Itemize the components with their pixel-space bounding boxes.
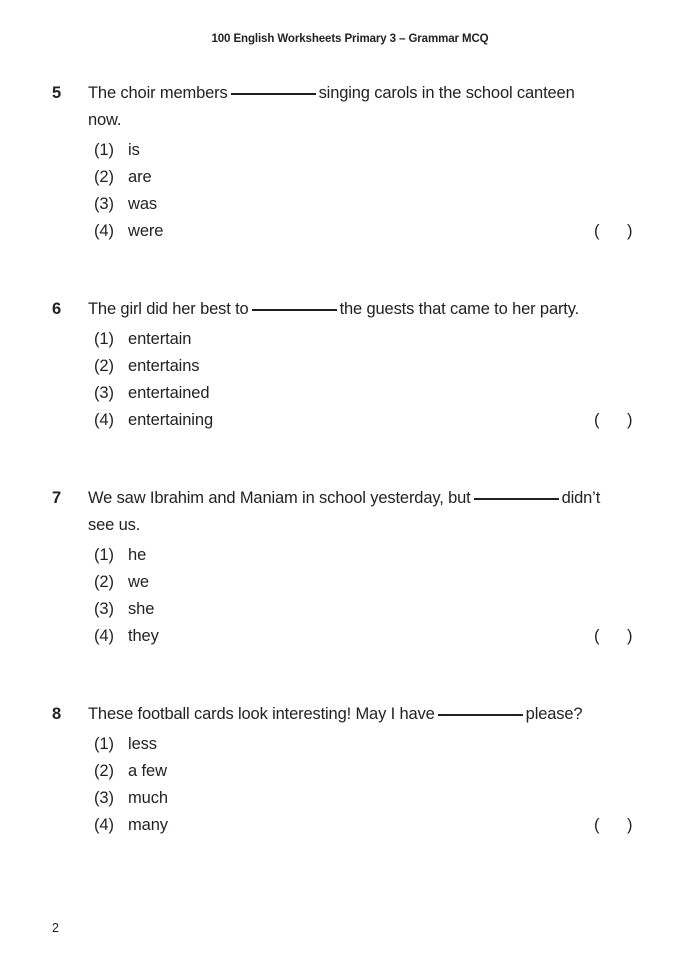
stem-text-before-blank: These football cards look interesting! May I have <box>88 705 435 723</box>
option-label: (2) <box>94 762 114 780</box>
stem-text-after-blank: please? <box>525 705 583 723</box>
question-stem <box>88 296 608 323</box>
option-text: was <box>128 195 158 213</box>
stem-text-after-blank: the guests that came to her party. <box>339 300 580 318</box>
option-text: entertained <box>128 384 210 402</box>
answer-blank-line[interactable] <box>474 498 559 500</box>
option-text: entertains <box>128 357 200 375</box>
option-label: (1) <box>94 141 114 159</box>
answer-bracket[interactable]: ( ) <box>594 222 633 240</box>
option-list <box>94 137 655 245</box>
stem-text-after-blank: singing carols in the school canteen now. <box>88 84 575 129</box>
option-text: is <box>128 141 140 159</box>
option-list <box>94 542 655 650</box>
option-row[interactable] <box>94 569 655 596</box>
question-number: 6 <box>52 300 62 318</box>
question-number: 7 <box>52 489 62 507</box>
option-row[interactable] <box>94 785 655 812</box>
option-label: (2) <box>94 168 114 186</box>
option-label: (2) <box>94 573 114 591</box>
page-number: 2 <box>52 921 59 935</box>
question-stem <box>88 80 608 134</box>
option-label: (1) <box>94 735 114 753</box>
option-row[interactable] <box>94 191 655 218</box>
option-row[interactable] <box>94 758 655 785</box>
answer-bracket[interactable]: ( ) <box>594 627 633 645</box>
option-text: were <box>128 222 164 240</box>
question-block <box>0 485 700 650</box>
option-text: he <box>128 546 147 564</box>
option-row[interactable] <box>94 353 655 380</box>
option-label: (3) <box>94 600 114 618</box>
question-number: 8 <box>52 705 62 723</box>
option-row[interactable] <box>94 407 655 434</box>
option-row[interactable] <box>94 623 655 650</box>
option-row[interactable] <box>94 164 655 191</box>
option-list <box>94 731 655 839</box>
option-label: (3) <box>94 789 114 807</box>
stem-text-after-blank: didn’t see us. <box>88 489 601 534</box>
question-stem <box>88 485 608 539</box>
answer-blank-line[interactable] <box>252 309 337 311</box>
option-label: (3) <box>94 384 114 402</box>
question-stem <box>88 701 608 728</box>
option-row[interactable] <box>94 731 655 758</box>
option-label: (2) <box>94 357 114 375</box>
stem-text-before-blank: We saw Ibrahim and Maniam in school yesterday, but <box>88 489 471 507</box>
option-list <box>94 326 655 434</box>
option-row[interactable] <box>94 812 655 839</box>
option-text: many <box>128 816 168 834</box>
answer-bracket[interactable]: ( ) <box>594 411 633 429</box>
option-row[interactable] <box>94 596 655 623</box>
question-block <box>0 80 700 245</box>
question-block <box>0 296 700 434</box>
option-row[interactable] <box>94 542 655 569</box>
option-text: she <box>128 600 155 618</box>
option-label: (4) <box>94 411 114 429</box>
option-text: we <box>128 573 149 591</box>
answer-blank-line[interactable] <box>438 714 523 716</box>
option-row[interactable] <box>94 137 655 164</box>
stem-text-before-blank: The girl did her best to <box>88 300 249 318</box>
option-text: they <box>128 627 159 645</box>
running-header: 100 English Worksheets Primary 3 – Grammar MCQ <box>211 33 489 45</box>
option-row[interactable] <box>94 218 655 245</box>
option-text: less <box>128 735 157 753</box>
question-list <box>0 80 700 839</box>
option-label: (4) <box>94 222 114 240</box>
option-row[interactable] <box>94 326 655 353</box>
option-text: entertain <box>128 330 192 348</box>
option-label: (4) <box>94 816 114 834</box>
answer-blank-line[interactable] <box>231 93 316 95</box>
answer-bracket[interactable]: ( ) <box>594 816 633 834</box>
option-label: (1) <box>94 330 114 348</box>
question-block <box>0 701 700 839</box>
option-text: a few <box>128 762 167 780</box>
stem-text-before-blank: The choir members <box>88 84 228 102</box>
option-text: are <box>128 168 152 186</box>
option-label: (3) <box>94 195 114 213</box>
option-text: entertaining <box>128 411 214 429</box>
option-text: much <box>128 789 168 807</box>
option-label: (1) <box>94 546 114 564</box>
option-row[interactable] <box>94 380 655 407</box>
question-number: 5 <box>52 84 62 102</box>
option-label: (4) <box>94 627 114 645</box>
